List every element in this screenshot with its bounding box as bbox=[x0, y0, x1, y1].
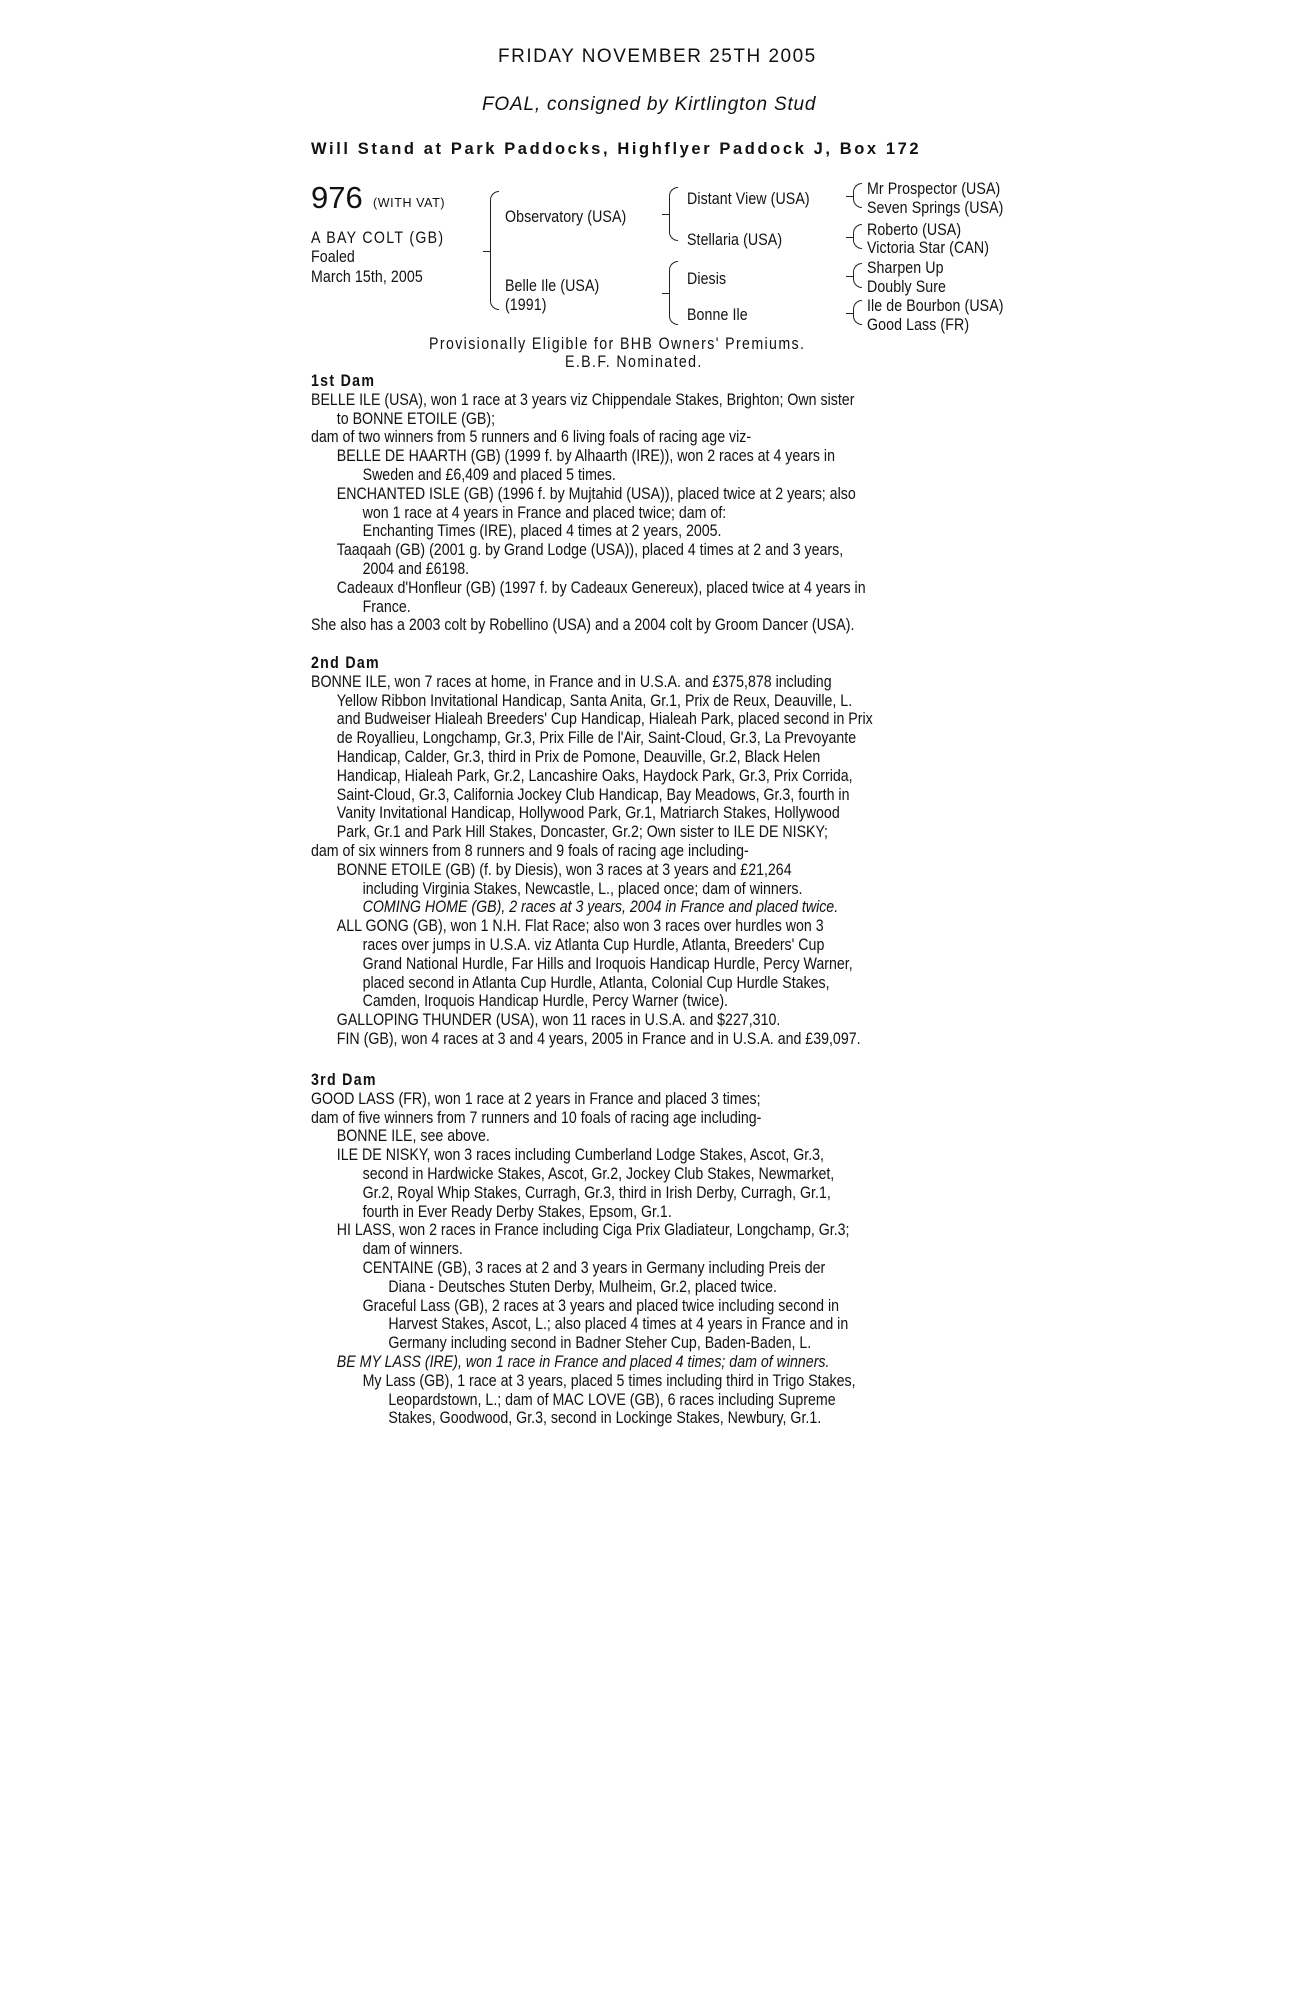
third-dam-line: My Lass (GB), 1 race at 3 years, placed 5 times including third in Trigo Stakes, bbox=[362, 1371, 856, 1390]
third-dam-line: Graceful Lass (GB), 2 races at 3 years and placed twice including second in bbox=[362, 1296, 839, 1315]
consignor-line: FOAL, consigned by Kirtlington Stud bbox=[482, 94, 817, 115]
first-dam-line: dam of two winners from 5 runners and 6 living foals of racing age viz- bbox=[311, 428, 752, 447]
second-dam-line: dam of six winners from 8 runners and 9 foals of racing age including- bbox=[311, 841, 749, 860]
pedigree-ggp-6: Doubly Sure bbox=[867, 278, 947, 296]
second-dam-line: placed second in Atlanta Cup Hurdle, Atlanta, Colonial Cup Hurdle Stakes, bbox=[362, 973, 830, 992]
pedigree-brace-main bbox=[490, 191, 499, 310]
first-dam-line: BELLE DE HAARTH (GB) (1999 f. by Alhaarth (IRE)), won 2 races at 4 years in bbox=[336, 447, 835, 466]
second-dam-line: de Royallieu, Longchamp, Gr.3, Prix Fille de l'Air, Saint-Cloud, Gr.3, La Prevoyante bbox=[336, 729, 857, 748]
sale-date: FRIDAY NOVEMBER 25TH 2005 bbox=[498, 46, 817, 67]
second-dam-line: Park, Gr.1 and Park Hill Stakes, Doncaster, Gr.2; Own sister to ILE DE NISKY; bbox=[336, 823, 828, 842]
pedigree-ggp-3: Roberto (USA) bbox=[867, 221, 962, 239]
first-dam-line: Taaqaah (GB) (2001 g. by Grand Lodge (USA)), placed 4 times at 2 and 3 years, bbox=[336, 541, 844, 560]
pedigree-brace-dam bbox=[669, 261, 678, 325]
first-dam-line: won 1 race at 4 years in France and placed twice; dam of: bbox=[362, 503, 727, 522]
second-dam-heading: 2nd Dam bbox=[311, 654, 380, 672]
second-dam-line: and Budweiser Hialeah Breeders' Cup Handicap, Hialeah Park, placed second in Prix bbox=[336, 710, 873, 729]
pedigree-ggp-5: Sharpen Up bbox=[867, 259, 944, 277]
pedigree-ggp-8: Good Lass (FR) bbox=[867, 316, 970, 334]
lot-number: 976 bbox=[311, 180, 363, 215]
first-dam-line: to BONNE ETOILE (GB); bbox=[336, 409, 496, 428]
vat-label: (WITH VAT) bbox=[373, 196, 446, 210]
third-dam-line: GOOD LASS (FR), won 1 race at 2 years in France and placed 3 times; bbox=[311, 1089, 761, 1108]
eligibility-premiums: Provisionally Eligible for BHB Owners' Premiums. bbox=[429, 335, 806, 353]
second-dam-line: Grand National Hurdle, Far Hills and Iroquois Handicap Hurdle, Percy Warner, bbox=[362, 954, 853, 973]
pedigree-sire-sire: Distant View (USA) bbox=[687, 190, 810, 208]
second-dam-line: BONNE ILE, won 7 races at home, in France and in U.S.A. and £375,878 including bbox=[311, 672, 832, 691]
second-dam-line: GALLOPING THUNDER (USA), won 11 races in U.S.A. and $227,310. bbox=[336, 1011, 781, 1030]
pedigree-ggp-2: Seven Springs (USA) bbox=[867, 199, 1004, 217]
pedigree-sire: Observatory (USA) bbox=[505, 208, 627, 226]
first-dam-section bbox=[311, 372, 1068, 635]
third-dam-line: Diana - Deutsches Stuten Derby, Mulheim, Gr.2, placed twice. bbox=[388, 1277, 777, 1296]
first-dam-line: 2004 and £6198. bbox=[362, 559, 470, 578]
second-dam-line: ALL GONG (GB), won 1 N.H. Flat Race; also won 3 races over hurdles won 3 bbox=[336, 917, 824, 936]
second-dam-line: FIN (GB), won 4 races at 3 and 4 years, 2005 in France and in U.S.A. and £39,097. bbox=[336, 1029, 861, 1048]
first-dam-line: She also has a 2003 colt by Robellino (USA) and a 2004 colt by Groom Dancer (USA). bbox=[311, 616, 855, 635]
first-dam-line: Sweden and £6,409 and placed 5 times. bbox=[362, 465, 616, 484]
location-line: Will Stand at Park Paddocks, Highflyer Paddock J, Box 172 bbox=[311, 140, 922, 158]
first-dam-line: France. bbox=[362, 597, 411, 616]
third-dam-line: Leopardstown, L.; dam of MAC LOVE (GB), 6 races including Supreme bbox=[388, 1390, 836, 1409]
first-dam-line: Cadeaux d'Honfleur (GB) (1997 f. by Cadeaux Genereux), placed twice at 4 years in bbox=[336, 578, 866, 597]
third-dam-line: CENTAINE (GB), 3 races at 2 and 3 years in Germany including Preis der bbox=[362, 1258, 826, 1277]
third-dam-line: BE MY LASS (IRE), won 1 race in France and placed 4 times; dam of winners. bbox=[336, 1352, 830, 1371]
first-dam-line: ENCHANTED ISLE (GB) (1996 f. by Mujtahid (USA)), placed twice at 2 years; also bbox=[336, 484, 856, 503]
foaled-label: Foaled bbox=[311, 248, 355, 266]
eligibility-ebf: E.B.F. Nominated. bbox=[565, 353, 703, 371]
first-dam-heading: 1st Dam bbox=[311, 372, 376, 390]
second-dam-line: Saint-Cloud, Gr.3, California Jockey Club Handicap, Bay Meadows, Gr.3, fourth in bbox=[336, 785, 850, 804]
second-dam-line: Handicap, Hialeah Park, Gr.2, Lancashire Oaks, Haydock Park, Gr.3, Prix Corrida, bbox=[336, 766, 853, 785]
pedigree-brace-g3 bbox=[853, 263, 862, 288]
foaled-date: March 15th, 2005 bbox=[311, 268, 423, 286]
second-dam-line: races over jumps in U.S.A. viz Atlanta Cup Hurdle, Atlanta, Breeders' Cup bbox=[362, 935, 825, 954]
pedigree-dam-year: (1991) bbox=[505, 296, 547, 314]
third-dam-line: ILE DE NISKY, won 3 races including Cumberland Lodge Stakes, Ascot, Gr.3, bbox=[336, 1146, 825, 1165]
third-dam-line: second in Hardwicke Stakes, Ascot, Gr.2, Jockey Club Stakes, Newmarket, bbox=[362, 1164, 835, 1183]
pedigree-brace-sire bbox=[669, 187, 678, 241]
second-dam-line: Yellow Ribbon Invitational Handicap, Santa Anita, Gr.1, Prix de Reux, Deauville, L. bbox=[336, 691, 853, 710]
third-dam-heading: 3rd Dam bbox=[311, 1071, 377, 1089]
pedigree-brace-g1 bbox=[853, 183, 862, 208]
third-dam-line: HI LASS, won 2 races in France including Ciga Prix Gladiateur, Longchamp, Gr.3; bbox=[336, 1221, 850, 1240]
third-dam-line: BONNE ILE, see above. bbox=[336, 1127, 490, 1146]
third-dam-line: fourth in Ever Ready Derby Stakes, Epsom, Gr.1. bbox=[362, 1202, 672, 1221]
third-dam-line: Germany including second in Badner Steher Cup, Baden-Baden, L. bbox=[388, 1334, 812, 1353]
third-dam-line: dam of five winners from 7 runners and 10 foals of racing age including- bbox=[311, 1108, 762, 1127]
third-dam-line: Stakes, Goodwood, Gr.3, second in Lockinge Stakes, Newbury, Gr.1. bbox=[388, 1409, 822, 1428]
third-dam-section bbox=[311, 1071, 1068, 1428]
second-dam-line: Handicap, Calder, Gr.3, third in Prix de Pomone, Deauville, Gr.2, Black Helen bbox=[336, 747, 821, 766]
pedigree-brace-g4 bbox=[853, 300, 862, 325]
second-dam-line: BONNE ETOILE (GB) (f. by Diesis), won 3 races at 3 years and £21,264 bbox=[336, 860, 792, 879]
pedigree-ggp-1: Mr Prospector (USA) bbox=[867, 180, 1001, 198]
first-dam-line: BELLE ILE (USA), won 1 race at 3 years viz Chippendale Stakes, Brighton; Own sister bbox=[311, 390, 855, 409]
pedigree-dam: Belle Ile (USA) bbox=[505, 277, 600, 295]
pedigree-dam-dam: Bonne Ile bbox=[687, 306, 748, 324]
second-dam-line: Vanity Invitational Handicap, Hollywood Park, Gr.1, Matriarch Stakes, Hollywood bbox=[336, 804, 840, 823]
pedigree-ggp-4: Victoria Star (CAN) bbox=[867, 239, 990, 257]
second-dam-section bbox=[311, 654, 1068, 1049]
third-dam-line: Harvest Stakes, Ascot, L.; also placed 4 times at 4 years in France and in bbox=[388, 1315, 849, 1334]
second-dam-line: including Virginia Stakes, Newcastle, L., placed once; dam of winners. bbox=[362, 879, 803, 898]
first-dam-line: Enchanting Times (IRE), placed 4 times at 2 years, 2005. bbox=[362, 522, 722, 541]
pedigree-dam-sire: Diesis bbox=[687, 270, 727, 288]
pedigree-brace-g2 bbox=[853, 224, 862, 249]
pedigree-sire-dam: Stellaria (USA) bbox=[687, 231, 783, 249]
pedigree-ggp-7: Ile de Bourbon (USA) bbox=[867, 297, 1004, 315]
second-dam-line: Camden, Iroquois Handicap Hurdle, Percy Warner (twice). bbox=[362, 992, 729, 1011]
lot-description: A BAY COLT (GB) bbox=[311, 229, 445, 247]
second-dam-line: COMING HOME (GB), 2 races at 3 years, 2004 in France and placed twice. bbox=[362, 898, 839, 917]
third-dam-line: dam of winners. bbox=[362, 1240, 463, 1259]
third-dam-line: Gr.2, Royal Whip Stakes, Curragh, Gr.3, third in Irish Derby, Curragh, Gr.1, bbox=[362, 1183, 831, 1202]
